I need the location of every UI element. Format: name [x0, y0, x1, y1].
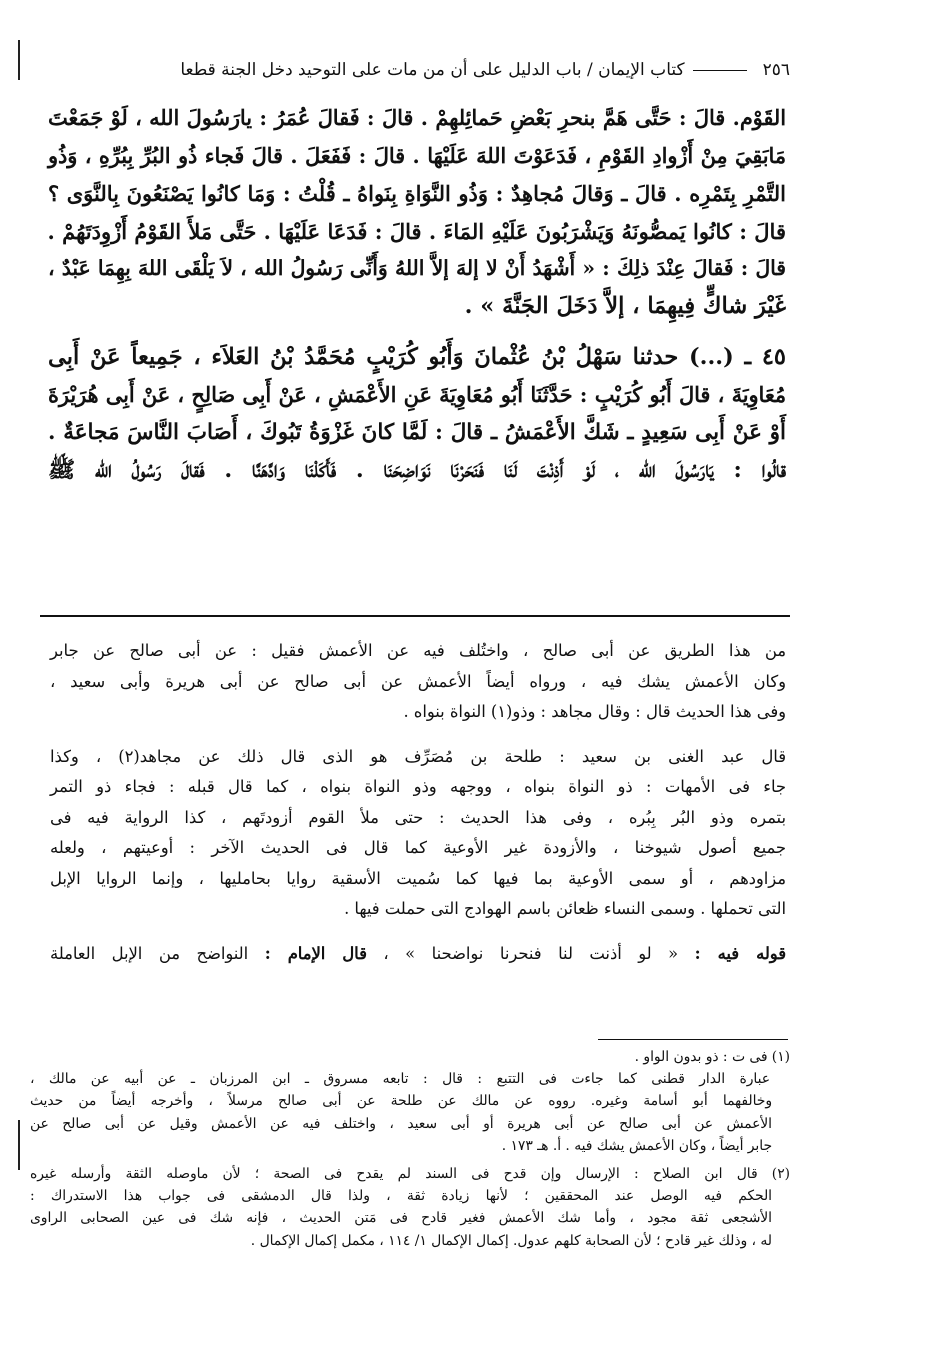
footnote-line: الحكم فيه الوصل عند المحققين ؛ لأنها زيادة ثقة ، ولذا قال الدمشقى فى جواب هذا الاستدراك :	[30, 1188, 772, 1205]
footnote-line: جابر أيضاً ، وكان الأعمش يشك فيه . أ. هـ ١٧٣ .	[501, 1137, 772, 1154]
running-title: كتاب الإيمان / باب الدليل على أن من مات على التوحيد دخل الجنة قطعا	[180, 60, 685, 80]
main-line: التَّمْرِ بِتَمْرِه . قالَ ـ وَقالَ مُجاهِدٌ : وَذُو النَّوَاةِ بِنَواهُ ـ قُلْتُ : وَمَا كانُوا يَصْنَعُونَ بِالنَّوَى ؟	[48, 181, 786, 206]
main-line: أَوْ عَنْ أَبِى سَعِيدٍ ـ شَكَّ الأَعْمَشُ ـ قالَ : لَمَّا كانَ غَزْوَةُ تَبُوكَ ، أَصَابَ النَّاسَ مَجاعَةٌ .	[48, 420, 786, 445]
commentary-text	[50, 636, 786, 969]
section-divider	[40, 615, 790, 617]
main-line: مَابَقِيَ مِنْ أَزْوادِ القَوْمِ ، فَدَعَوْتَ اللهَ عَلَيْهَا . قالَ : فَفَعَلَ . قالَ فَجاء ذُو البُرِّ بِبُرِّهِ ، وَذُو	[48, 143, 786, 168]
footnote-line: وخالفهما أبو أسامة وغيره. رووه عن مالك عن طلحة عن أبى صالح مرسلاً ، وأخرجه أيضاً من حديث	[30, 1093, 772, 1110]
commentary-text-fragment: النواضح من الإبل العاملة	[50, 943, 249, 963]
commentary-line: بتمره وذو البُر بِبُره ، وفى هذا الحديث : حتى ملأ القوم أزودتَهم ، كذا الرواية فيه فى	[50, 807, 786, 827]
footnote-line: (٢) قال ابن الصلاح : الإرسال وإن قدح فى السند لم يقدح فى الصحة ؛ لأن ماوصله الثقة وأرسله غيره	[30, 1165, 790, 1182]
main-hadith-text	[48, 100, 786, 489]
margin-mark	[18, 1120, 20, 1170]
commentary-label: قوله فيه :	[694, 943, 786, 963]
main-line: قالَ : فَقالَ عِنْدَ ذلِكَ : « أَشْهَدُ أَنْ لا إلهَ إلاَّ اللهُ وَأَنِّى رَسُولُ الله ، لاَ يَلْقَى اللهَ بِهِمَا عَبْدٌ ،	[48, 256, 786, 280]
main-line: قالَ : كانُوا يَمصُّونَهُ وَيَشْرَبُونَ عَلَيْهِ المَاءَ . قالَ : فَدَعَا عَلَيْهَا . حَتَّى مَلأَ القَوْمُ أَزْوِدَتَهُمْ .	[47, 218, 786, 244]
main-line: غَيْرَ شاكٍّ فِيهِمَا ، إلاَّ دَخَلَ الجَنَّةَ » .	[464, 292, 786, 319]
commentary-line: وفى هذا الحديث قال : وقال مجاهد : وذو(١) النواة بنواه .	[403, 702, 786, 721]
main-line: القَوْم. قالَ : حَتَّى هَمَّ بنحرِ بَعْضِ حَمائِلهِمْ . قالَ : فَقالَ عُمَرُ : يارَسُولَ الله ، لَوْ جَمَعْتَ	[48, 106, 786, 130]
commentary-line: جاء فى الأمهات : ذو النواة بنواه ، ووجهه وذو النواة بنواه ، كما قال قبله : فجاء ذو التمر	[50, 777, 786, 796]
commentary-quote: « لو أذنت لنا فنحرنا نواضحنا » ،	[383, 943, 679, 963]
footnote-separator	[598, 1039, 788, 1040]
footnotes	[30, 1046, 790, 1252]
commentary-line: جميع أصول شيوخنا ، والأزودة غير الأوعية كما قال فى الحديث الآخر : أوعيتهم ، ولعله	[50, 838, 786, 857]
commentary-line	[50, 939, 786, 970]
footnote-line: عبارة الدار قطنى كما جاءت فى التتبع : قال : تابعه مسروق ـ ابن المرزبان ـ عن أبيه عن مالك ،	[30, 1071, 770, 1088]
commentary-line: من هذا الطريق عن أبى صالح ، واختُلف فيه عن الأعمش فقيل : عن أبى صالح عن جابر	[50, 641, 786, 660]
commentary-line: قال عبد الغنى بن سعيد : طلحة بن مُصَرِّف هو الذى قال ذلك عن مجاهد(٢) ، وكذا	[50, 746, 786, 766]
margin-mark	[18, 40, 20, 80]
main-line: مُعَاوِيَةَ ، قالَ أَبُو كُرَيْبٍ : حَدَّثَنَا أَبُو مُعَاوِيَةَ عَنِ الأَعْمَشِ ، عَنْ أَبِى صَالِحٍ ، عَنْ أَبِى هُرَيْرَةَ	[48, 382, 786, 407]
commentary-line: التى تحملها . وسمى النساء ظعائن باسم الهوادج التى حملت فيها .	[344, 899, 786, 918]
main-line: قالُوا : يَارَسُولَ الله ، لَوْ أَذِنْتَ لَنَا فَنَحَرْنَا نَوَاضِحَنَا . فَأَكَلْنَا وَادَّهَنَّا . فَقالَ رَسُولُ الله ﷺ	[48, 456, 786, 483]
page-number: ٢٥٦	[762, 60, 790, 80]
footnote-line: له ، وذلك غير قادح ؛ لأن الصحابة كلهم عدول. إكمال الإكمال ١/ ١١٤ ، مكمل إكمال الإكمال .	[250, 1232, 772, 1249]
header-dash	[693, 70, 747, 71]
running-header	[40, 60, 790, 80]
commentary-line: مزاودهم ، أو سمى الأوعية بما فيها كما سُميت الأسقية روايا بحامليها ، وإنما الروايا الإبل	[50, 868, 786, 888]
footnote-line: الأعمش عن أبى صالح عن أبى هريرة أو أبى سعيد ، واختلف فيه عن الأعمش وقيل عن أبى صالح عن	[30, 1115, 772, 1132]
main-line: ٤٥ ـ (...) حدثنا سَهْلُ بْنُ عُثْمانَ وَأَبُو كُرَيْبٍ مُحَمَّدُ بْنُ العَلاَء ، جَمِيعاً عَنْ أَبِى	[48, 344, 786, 370]
commentary-label: قال الإمام :	[264, 943, 367, 963]
commentary-line: وكان الأعمش يشك فيه ، ورواه أيضاً الأعمش عن أبى صالح عن أبى هريرة وأبى سعيد ،	[50, 671, 786, 691]
footnote-line: الأشجعى ثقة مجود ، وأما شك الأعمش فغير قادح فى مَتن الحديث ، فإنه شك فى عين الصحابى الراوى	[30, 1210, 772, 1227]
footnote-line: (١) فى ت : ذو بدون الواو .	[634, 1049, 790, 1065]
